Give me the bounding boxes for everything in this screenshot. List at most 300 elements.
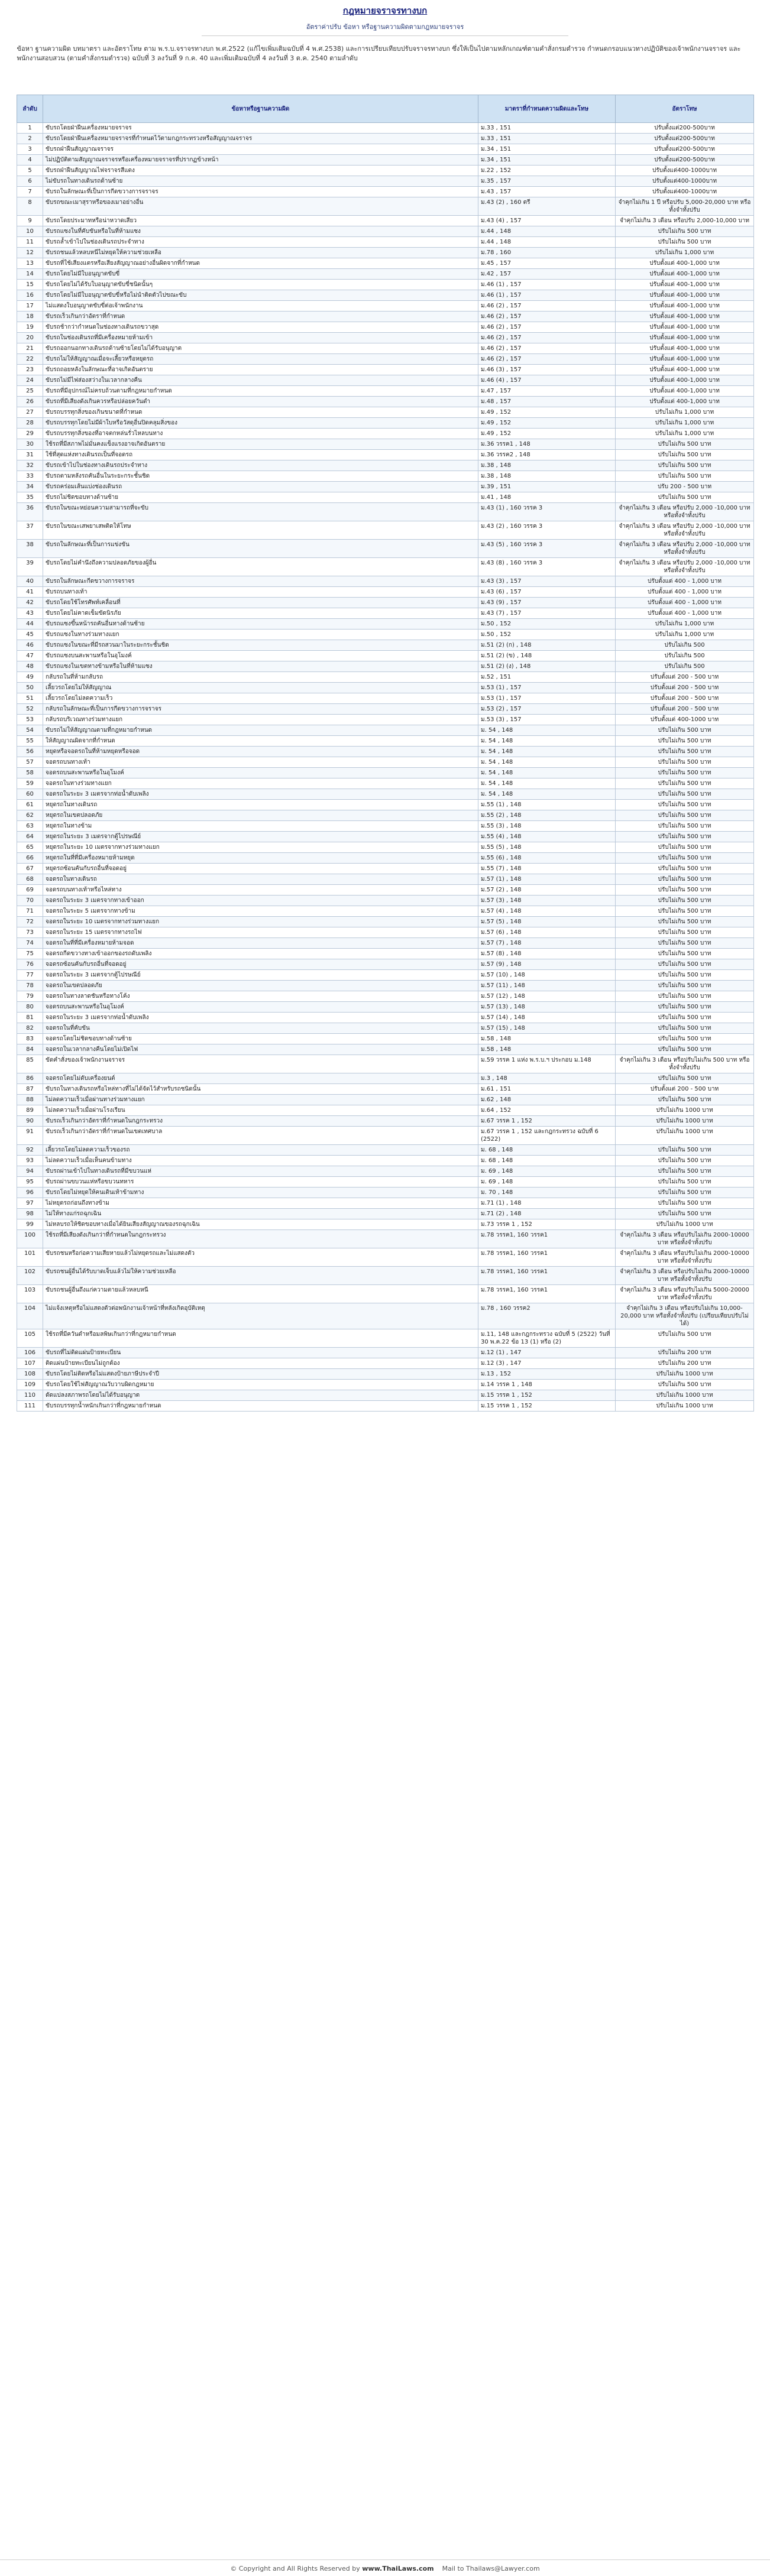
table-row <box>17 810 754 821</box>
row-number: 79 <box>17 991 43 1002</box>
row-number: 81 <box>17 1013 43 1023</box>
section-cell: ม.41 , 148 <box>478 492 616 503</box>
page-title: กฎหมายจราจรทางบก <box>342 5 428 16</box>
row-number: 88 <box>17 1095 43 1105</box>
row-number: 86 <box>17 1073 43 1084</box>
table-row <box>17 1401 754 1412</box>
offense-cell: หยุดรถในที่ที่มีเครื่องหมายห้ามหยุด <box>43 853 478 864</box>
column-header-offense: ข้อหาหรือฐานความผิด <box>43 95 478 123</box>
table-row <box>17 789 754 800</box>
offense-cell: ขับรถบนทางเท้า <box>43 587 478 598</box>
offense-cell: จอดรถในทางลาดชันหรือทางโค้ง <box>43 991 478 1002</box>
row-number: 75 <box>17 949 43 959</box>
table-row <box>17 1177 754 1188</box>
offense-cell: ขับรถโดยไม่มีใบอนุญาตขับขี่ <box>43 269 478 280</box>
penalty-cell: ปรับไม่เกิน 500 บาท <box>616 927 754 938</box>
section-cell: ม.46 (2) , 157 <box>478 354 616 365</box>
row-number: 15 <box>17 280 43 290</box>
row-number: 60 <box>17 789 43 800</box>
offense-cell: หยุดรถในทางเดินรถ <box>43 800 478 810</box>
penalty-cell: ปรับตั้งแต่200-500บาท <box>616 134 754 144</box>
offense-cell: ขับรถแซงในที่คับขันหรือในที่ห้ามแซง <box>43 226 478 237</box>
section-cell: ม.57 (1) , 148 <box>478 874 616 885</box>
section-cell: ม. 54 , 148 <box>478 747 616 757</box>
offense-cell: ขับรถฝ่าฝืนสัญญาณไฟจราจรสีแดง <box>43 166 478 176</box>
penalty-cell: ปรับตั้งแต่ 200 - 500 บาท <box>616 1084 754 1095</box>
offense-cell: หยุดรถในระยะ 10 เมตรจากทางร่วมทางแยก <box>43 842 478 853</box>
table-row <box>17 704 754 715</box>
penalty-cell: ปรับตั้งแต่ 400-1,000 บาท <box>616 375 754 386</box>
table-row <box>17 1303 754 1329</box>
offense-cell: เลี้ยวรถโดยไม่ให้สัญญาณ <box>43 683 478 693</box>
penalty-cell: ปรับไม่เกิน 500 บาท <box>616 821 754 832</box>
offense-cell: ขับรถแซงในขณะที่มีรถสวนมาในระยะกระชั้นชิด <box>43 640 478 651</box>
offense-cell: ขับรถช้ากว่ากำหนดในช่องทางเดินรถขวาสุด <box>43 322 478 333</box>
table-row <box>17 1023 754 1034</box>
penalty-cell: ปรับตั้งแต่ 400 - 1,000 บาท <box>616 587 754 598</box>
offense-cell: ขับรถผ่านขบวนแห่หรือขบวนทหาร <box>43 1177 478 1188</box>
offense-cell: ไม่แสดงใบอนุญาตขับขี่ต่อเจ้าพนักงาน <box>43 301 478 312</box>
row-number: 10 <box>17 226 43 237</box>
penalty-cell: ปรับไม่เกิน 1000 บาท <box>616 1116 754 1127</box>
table-row <box>17 991 754 1002</box>
table-row <box>17 725 754 736</box>
table-row <box>17 747 754 757</box>
table-row <box>17 1329 754 1348</box>
penalty-cell: จำคุกไม่เกิน 1 ปี หรือปรับ 5,000-20,000 บาท หรือทั้งจำทั้งปรับ <box>616 197 754 216</box>
section-cell: ม.71 (2) , 148 <box>478 1209 616 1219</box>
section-cell: ม.43 (2) , 160 วรรค 3 <box>478 521 616 540</box>
offense-cell: ขับรถที่ใช้เสียงแตรหรือเสียงสัญญาณอย่างอื่นผิดจากที่กำหนด <box>43 258 478 269</box>
offense-cell: ขับรถชนผู้อื่นได้รับบาดเจ็บแล้วไม่ให้ความช่วยเหลือ <box>43 1267 478 1285</box>
section-cell: ม.46 (2) , 157 <box>478 301 616 312</box>
site-link[interactable]: www.ThaiLaws.com <box>362 2565 434 2572</box>
offense-cell: จอดรถในระยะ 3 เมตรจากทางเข้าออก <box>43 896 478 906</box>
penalty-cell: ปรับไม่เกิน 500 บาท <box>616 1013 754 1023</box>
offense-cell: ขับรถบรรทุกสิ่งของเกินขนาดที่กำหนด <box>43 407 478 418</box>
section-cell: ม.33 , 151 <box>478 134 616 144</box>
offense-cell: ขับรถที่มีเสียงดังเกินควรหรือปล่อยควันดำ <box>43 397 478 407</box>
row-number: 59 <box>17 778 43 789</box>
table-row <box>17 864 754 874</box>
offense-cell: ขับรถโดยไม่ได้รับใบอนุญาตขับขี่ชนิดนั้นๆ <box>43 280 478 290</box>
table-row <box>17 290 754 301</box>
offense-cell: ไม่หยุดรถก่อนถึงทางข้าม <box>43 1198 478 1209</box>
table-row <box>17 301 754 312</box>
table-row <box>17 906 754 917</box>
section-cell: ม.3 , 148 <box>478 1073 616 1084</box>
section-cell: ม.67 วรรค 1 , 152 และกฎกระทรวง ฉบับที่ 6 (2522) <box>478 1127 616 1145</box>
penalty-cell: ปรับตั้งแต่ 400-1,000 บาท <box>616 343 754 354</box>
footer-divider <box>0 2559 770 2560</box>
offense-cell: จอดรถในระยะ 3 เมตรจากท่อน้ำดับเพลิง <box>43 1013 478 1023</box>
offense-cell: จอดรถในระยะ 3 เมตรจากท่อน้ำดับเพลิง <box>43 789 478 800</box>
table-row <box>17 778 754 789</box>
offense-cell: ขับรถเร็วเกินกว่าอัตราที่กำหนดในเขตเทศบาล <box>43 1127 478 1145</box>
row-number: 63 <box>17 821 43 832</box>
table-row <box>17 927 754 938</box>
row-number: 4 <box>17 155 43 166</box>
penalty-cell: ปรับไม่เกิน 500 บาท <box>616 237 754 248</box>
table-row <box>17 1105 754 1116</box>
table-row <box>17 917 754 927</box>
section-cell: ม.49 , 152 <box>478 407 616 418</box>
penalty-cell: ปรับไม่เกิน 500 <box>616 640 754 651</box>
row-number: 45 <box>17 630 43 640</box>
section-cell: ม.55 (2) , 148 <box>478 810 616 821</box>
table-row <box>17 1127 754 1145</box>
section-cell: ม.57 (13) , 148 <box>478 1002 616 1013</box>
section-cell: ม.33 , 151 <box>478 123 616 134</box>
row-number: 107 <box>17 1358 43 1369</box>
penalty-cell: ปรับตั้งแต่400-1000บาท <box>616 176 754 187</box>
row-number: 34 <box>17 482 43 492</box>
section-cell: ม.57 (2) , 148 <box>478 885 616 896</box>
table-row <box>17 683 754 693</box>
penalty-cell: ปรับไม่เกิน 500 บาท <box>616 471 754 482</box>
offense-cell: ไม่ลดความเร็วเมื่อเห็นคนข้ามทาง <box>43 1156 478 1166</box>
penalty-cell: ปรับตั้งแต่ 400 - 1,000 บาท <box>616 598 754 608</box>
row-number: 53 <box>17 715 43 725</box>
offense-cell: ติดแผ่นป้ายทะเบียนไม่ถูกต้อง <box>43 1358 478 1369</box>
row-number: 14 <box>17 269 43 280</box>
table-row <box>17 832 754 842</box>
section-cell: ม.43 (1) , 160 วรรค 3 <box>478 503 616 521</box>
table-row <box>17 1084 754 1095</box>
penalty-cell: ปรับตั้งแต่400-1000บาท <box>616 166 754 176</box>
section-cell: ม. 54 , 148 <box>478 768 616 778</box>
section-cell: ม.57 (8) , 148 <box>478 949 616 959</box>
row-number: 103 <box>17 1285 43 1303</box>
offense-cell: ขับรถแซงบนสะพานหรือในอุโมงค์ <box>43 651 478 661</box>
offense-cell: ขับรถล้ำเข้าไปในช่องเดินรถประจำทาง <box>43 237 478 248</box>
section-cell: ม.55 (3) , 148 <box>478 821 616 832</box>
penalty-table <box>17 95 754 1412</box>
row-number: 13 <box>17 258 43 269</box>
penalty-cell: จำคุกไม่เกิน 3 เดือน หรือปรับไม่เกิน 500 บาท หรือทั้งจำทั้งปรับ <box>616 1055 754 1073</box>
table-row <box>17 216 754 226</box>
row-number: 17 <box>17 301 43 312</box>
page-header <box>0 0 770 36</box>
section-cell: ม.43 (4) , 157 <box>478 216 616 226</box>
section-cell: ม.51 (2) (ง) , 148 <box>478 661 616 672</box>
row-number: 66 <box>17 853 43 864</box>
row-number: 100 <box>17 1230 43 1248</box>
penalty-cell: ปรับตั้งแต่ 400-1,000 บาท <box>616 333 754 343</box>
table-row <box>17 1166 754 1177</box>
penalty-cell: ปรับไม่เกิน 1,000 บาท <box>616 630 754 640</box>
penalty-cell: ปรับตั้งแต่ 400-1,000 บาท <box>616 312 754 322</box>
penalty-cell: ปรับไม่เกิน 1,000 บาท <box>616 248 754 258</box>
table-row <box>17 226 754 237</box>
section-cell: ม.38 , 148 <box>478 460 616 471</box>
section-cell: ม.15 วรรค 1 , 152 <box>478 1401 616 1412</box>
penalty-cell: ปรับไม่เกิน 1000 บาท <box>616 1401 754 1412</box>
offense-cell: จอดรถโดยไม่ชิดขอบทางด้านซ้าย <box>43 1034 478 1044</box>
penalty-cell: ปรับไม่เกิน 500 บาท <box>616 800 754 810</box>
row-number: 40 <box>17 576 43 587</box>
section-cell: ม. 54 , 148 <box>478 757 616 768</box>
section-cell: ม.12 (1) , 147 <box>478 1348 616 1358</box>
penalty-cell: ปรับไม่เกิน 500 บาท <box>616 874 754 885</box>
row-number: 19 <box>17 322 43 333</box>
table-row <box>17 386 754 397</box>
table-row <box>17 1188 754 1198</box>
penalty-cell: ปรับตั้งแต่ 200 - 500 บาท <box>616 693 754 704</box>
section-cell: ม.57 (4) , 148 <box>478 906 616 917</box>
table-row <box>17 1358 754 1369</box>
table-row <box>17 853 754 864</box>
penalty-cell: ปรับไม่เกิน 500 บาท <box>616 949 754 959</box>
table-row <box>17 757 754 768</box>
penalty-cell: ปรับตั้งแต่ 400-1,000 บาท <box>616 397 754 407</box>
row-number: 24 <box>17 375 43 386</box>
row-number: 42 <box>17 598 43 608</box>
offense-cell: จอดรถในระยะ 3 เมตรจากตู้ไปรษณีย์ <box>43 970 478 981</box>
row-number: 37 <box>17 521 43 540</box>
penalty-cell: ปรับไม่เกิน 500 บาท <box>616 1177 754 1188</box>
offense-cell: ขับรถขณะเมาสุราหรือของเมาอย่างอื่น <box>43 197 478 216</box>
offense-cell: ขับรถในลักษณะที่เป็นการแข่งขัน <box>43 540 478 558</box>
row-number: 31 <box>17 450 43 460</box>
offense-cell: ใช้รถที่มีสภาพไม่มั่นคงแข็งแรงอาจเกิดอันตราย <box>43 439 478 450</box>
row-number: 44 <box>17 619 43 630</box>
row-number: 58 <box>17 768 43 778</box>
table-row <box>17 322 754 333</box>
table-row <box>17 1198 754 1209</box>
table-row <box>17 134 754 144</box>
penalty-cell: จำคุกไม่เกิน 3 เดือน หรือปรับไม่เกิน 10,000-20,000 บาท หรือทั้งจำทั้งปรับ (เปรียบเทียบปรับไม่ได้) <box>616 1303 754 1329</box>
section-cell: ม.78 วรรค1, 160 วรรค1 <box>478 1285 616 1303</box>
offense-cell: ขับรถในลักษณะที่เป็นการกีดขวางการจราจร <box>43 187 478 197</box>
section-cell: ม.57 (7) , 148 <box>478 938 616 949</box>
offense-cell: จอดรถในเขตปลอดภัย <box>43 981 478 991</box>
penalty-cell: ปรับไม่เกิน 500 บาท <box>616 970 754 981</box>
penalty-cell: ปรับไม่เกิน 500 บาท <box>616 789 754 800</box>
table-row <box>17 450 754 460</box>
table-row <box>17 492 754 503</box>
penalty-cell: ปรับไม่เกิน 500 บาท <box>616 1095 754 1105</box>
penalty-cell: ปรับไม่เกิน 500 บาท <box>616 810 754 821</box>
table-row <box>17 1055 754 1073</box>
section-cell: ม.53 (3) , 157 <box>478 715 616 725</box>
row-number: 20 <box>17 333 43 343</box>
row-number: 12 <box>17 248 43 258</box>
table-row <box>17 874 754 885</box>
offense-cell: ขับรถในช่องเดินรถที่มีเครื่องหมายห้ามเข้า <box>43 333 478 343</box>
intro-paragraph: ข้อหา ฐานความผิด บทมาตรา และอัตราโทษ ตาม พ.ร.บ.จราจรทางบก พ.ศ.2522 (แก้ไขเพิ่มเติมฉบับที่ 4 พ.ศ.2538) และการเปรียบเทียบปรับจราจรทางบก ซึ่งให้เป็นไปตามหลักเกณฑ์ตามคำสั่งกรมตำรวจ กำหนดกรอบแนวทางปฏิบัติของเจ้าพนักงานจราจร และพนักงานสอบสวน (ตามคำสั่งกรมตำรวจ) ฉบับที่ 3 ลงวันที่ 9 ก.ค. 40 และเพิ่มเติมฉบับที่ 4 ลงวันที่ 3 ต.ค. 2540 ตามลำดับ <box>17 45 741 62</box>
section-cell: ม. 54 , 148 <box>478 725 616 736</box>
section-cell: ม.78 , 160 วรรค2 <box>478 1303 616 1329</box>
table-header-row <box>17 95 754 123</box>
row-number: 36 <box>17 503 43 521</box>
penalty-cell: ปรับไม่เกิน 1000 บาท <box>616 1127 754 1145</box>
column-header-no: ลำดับ <box>17 95 43 123</box>
penalty-cell: ปรับตั้งแต่ 400-1,000 บาท <box>616 365 754 375</box>
row-number: 22 <box>17 354 43 365</box>
penalty-cell: ปรับ 200 - 500 บาท <box>616 482 754 492</box>
table-row <box>17 1073 754 1084</box>
penalty-cell: ปรับไม่เกิน 500 บาท <box>616 906 754 917</box>
row-number: 1 <box>17 123 43 134</box>
penalty-cell: ปรับไม่เกิน 500 บาท <box>616 981 754 991</box>
row-number: 61 <box>17 800 43 810</box>
table-row <box>17 1285 754 1303</box>
section-cell: ม. 54 , 148 <box>478 736 616 747</box>
header-divider <box>202 35 568 36</box>
section-cell: ม.57 (14) , 148 <box>478 1013 616 1023</box>
offense-cell: ขับรถออกนอกทางเดินรถด้านซ้ายโดยไม่ได้รับอนุญาต <box>43 343 478 354</box>
offense-cell: จอดรถบนทางเท้า <box>43 757 478 768</box>
penalty-cell: ปรับไม่เกิน 500 บาท <box>616 1145 754 1156</box>
table-row <box>17 598 754 608</box>
section-cell: ม.50 , 152 <box>478 630 616 640</box>
penalty-cell: ปรับตั้งแต่ 400 - 1,000 บาท <box>616 608 754 619</box>
section-cell: ม.57 (12) , 148 <box>478 991 616 1002</box>
row-number: 29 <box>17 429 43 439</box>
section-cell: ม.73 วรรค 1 , 152 <box>478 1219 616 1230</box>
offense-cell: ขับรถบรรทุกสิ่งของที่อาจตกหล่นรั่วไหลบนทาง <box>43 429 478 439</box>
table-row <box>17 608 754 619</box>
section-cell: ม.11, 148 และกฎกระทรวง ฉบับที่ 5 (2522) วันที่ 30 พ.ค.22 ข้อ 13 (1) หรือ (2) <box>478 1329 616 1348</box>
offense-cell: ขับรถในลักษณะกีดขวางการจราจร <box>43 576 478 587</box>
offense-cell: ขับรถในทางเดินรถหรือไหล่ทางที่ไม่ได้จัดไว้สำหรับรถชนิดนั้น <box>43 1084 478 1095</box>
row-number: 68 <box>17 874 43 885</box>
penalty-cell: ปรับตั้งแต่ 400-1,000 บาท <box>616 258 754 269</box>
row-number: 82 <box>17 1023 43 1034</box>
section-cell: ม.57 (11) , 148 <box>478 981 616 991</box>
row-number: 25 <box>17 386 43 397</box>
row-number: 83 <box>17 1034 43 1044</box>
penalty-cell: ปรับไม่เกิน 500 บาท <box>616 439 754 450</box>
offense-cell: ขับรถบรรทุกน้ำหนักเกินกว่าที่กฎหมายกำหนด <box>43 1401 478 1412</box>
row-number: 104 <box>17 1303 43 1329</box>
table-row <box>17 258 754 269</box>
section-cell: ม.51 (2) (ก) , 148 <box>478 640 616 651</box>
footer <box>0 2559 770 2572</box>
offense-cell: ขับรถคร่อมเส้นแบ่งช่องเดินรถ <box>43 482 478 492</box>
row-number: 27 <box>17 407 43 418</box>
penalty-cell: ปรับตั้งแต่200-500บาท <box>616 155 754 166</box>
section-cell: ม.49 , 152 <box>478 418 616 429</box>
row-number: 32 <box>17 460 43 471</box>
penalty-cell: ปรับไม่เกิน 500 บาท <box>616 757 754 768</box>
section-cell: ม. 68 , 148 <box>478 1156 616 1166</box>
section-cell: ม.48 , 157 <box>478 397 616 407</box>
row-number: 5 <box>17 166 43 176</box>
row-number: 41 <box>17 587 43 598</box>
penalty-cell: ปรับไม่เกิน 500 <box>616 661 754 672</box>
penalty-cell: ปรับไม่เกิน 500 บาท <box>616 1380 754 1390</box>
penalty-cell: จำคุกไม่เกิน 3 เดือน หรือปรับ 2,000 -10,000 บาท หรือทั้งจำทั้งปรับ <box>616 558 754 576</box>
row-number: 46 <box>17 640 43 651</box>
row-number: 106 <box>17 1348 43 1358</box>
table-row <box>17 842 754 853</box>
section-cell: ม.43 (3) , 157 <box>478 576 616 587</box>
row-number: 3 <box>17 144 43 155</box>
row-number: 50 <box>17 683 43 693</box>
section-cell: ม.59 วรรค 1 แห่ง พ.ร.บ.ฯ ประกอบ ม.148 <box>478 1055 616 1073</box>
table-row <box>17 1034 754 1044</box>
table-row <box>17 1145 754 1156</box>
offense-cell: จอดรถในทางร่วมทางแยก <box>43 778 478 789</box>
table-row <box>17 1348 754 1358</box>
section-cell: ม.36 วรรค2 , 148 <box>478 450 616 460</box>
offense-cell: ขับรถแซงในเขตทางข้ามหรือในที่ห้ามแซง <box>43 661 478 672</box>
table-row <box>17 248 754 258</box>
penalty-cell: ปรับไม่เกิน 1,000 บาท <box>616 407 754 418</box>
penalty-cell: ปรับไม่เกิน 500 บาท <box>616 768 754 778</box>
table-row <box>17 651 754 661</box>
table-row <box>17 521 754 540</box>
section-cell: ม.42 , 157 <box>478 269 616 280</box>
section-cell: ม.49 , 152 <box>478 429 616 439</box>
penalty-cell: ปรับไม่เกิน 500 บาท <box>616 885 754 896</box>
penalty-cell: ปรับตั้งแต่ 200 - 500 บาท <box>616 672 754 683</box>
section-cell: ม.14 วรรค 1 , 148 <box>478 1380 616 1390</box>
offense-cell: ขับรถชนแล้วหลบหนีไม่หยุดให้ความช่วยเหลือ <box>43 248 478 258</box>
row-number: 67 <box>17 864 43 874</box>
row-number: 90 <box>17 1116 43 1127</box>
table-row <box>17 800 754 810</box>
offense-cell: ไม่ลดความเร็วเมื่อผ่านโรงเรียน <box>43 1105 478 1116</box>
table-row <box>17 587 754 598</box>
section-cell: ม.78 , 160 <box>478 248 616 258</box>
penalty-cell: ปรับตั้งแต่400-1000บาท <box>616 187 754 197</box>
section-cell: ม.57 (10) , 148 <box>478 970 616 981</box>
table-row <box>17 1095 754 1105</box>
row-number: 96 <box>17 1188 43 1198</box>
section-cell: ม.52 , 151 <box>478 672 616 683</box>
table-row <box>17 1013 754 1023</box>
mail-link[interactable]: Thailaws@Lawyer.com <box>466 2565 540 2572</box>
penalty-cell: ปรับตั้งแต่ 400-1,000 บาท <box>616 280 754 290</box>
row-number: 71 <box>17 906 43 917</box>
table-row <box>17 237 754 248</box>
offense-cell: ให้สัญญาณผิดจากที่กำหนด <box>43 736 478 747</box>
table-row <box>17 640 754 651</box>
row-number: 51 <box>17 693 43 704</box>
row-number: 28 <box>17 418 43 429</box>
table-row <box>17 187 754 197</box>
offense-cell: จอดรถในที่คับขัน <box>43 1023 478 1034</box>
offense-cell: ใช้รถที่มีเสียงดังเกินกว่าที่กำหนดในกฎกระทรวง <box>43 1230 478 1248</box>
offense-cell: ขับรถโดยใช้โทรศัพท์เคลื่อนที่ <box>43 598 478 608</box>
row-number: 2 <box>17 134 43 144</box>
section-cell: ม.43 (9) , 157 <box>478 598 616 608</box>
table-row <box>17 460 754 471</box>
section-cell: ม.57 (6) , 148 <box>478 927 616 938</box>
table-row <box>17 1248 754 1267</box>
row-number: 55 <box>17 736 43 747</box>
penalty-cell: ปรับไม่เกิน 500 บาท <box>616 450 754 460</box>
table-row <box>17 354 754 365</box>
table-row <box>17 280 754 290</box>
row-number: 16 <box>17 290 43 301</box>
offense-cell: ขับรถเข้าไปในช่องทางเดินรถประจำทาง <box>43 460 478 471</box>
section-cell: ม.12 (3) , 147 <box>478 1358 616 1369</box>
section-cell: ม.53 (2) , 157 <box>478 704 616 715</box>
offense-cell: จอดรถซ้อนคันกับรถอื่นที่จอดอยู่ <box>43 959 478 970</box>
penalty-cell: ปรับไม่เกิน 500 บาท <box>616 959 754 970</box>
offense-cell: ไม่ปฏิบัติตามสัญญาณจราจรหรือเครื่องหมายจราจรที่ปรากฏข้างหน้า <box>43 155 478 166</box>
row-number: 49 <box>17 672 43 683</box>
offense-cell: ขับรถโดยไม่หยุดให้คนเดินเท้าข้ามทาง <box>43 1188 478 1198</box>
table-row <box>17 166 754 176</box>
section-cell: ม.57 (5) , 148 <box>478 917 616 927</box>
offense-cell: หยุดหรือจอดรถในที่ห้ามหยุดหรือจอด <box>43 747 478 757</box>
column-header-penalty: อัตราโทษ <box>616 95 754 123</box>
